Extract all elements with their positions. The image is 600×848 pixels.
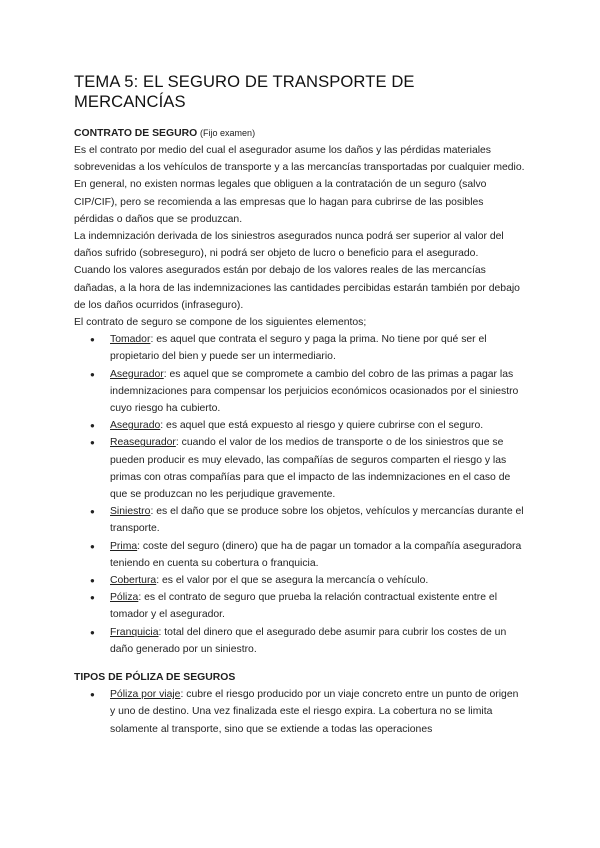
list-item-term: Reasegurador <box>110 437 176 449</box>
list-item-text: : coste del seguro (dinero) que ha de pagar un tomador a la compañía aseguradora teniendo en cuenta su cobertura o franquicia. <box>110 540 522 569</box>
policy-types-list <box>74 686 526 738</box>
list-item-text: : es el daño que se produce sobre los objetos, vehículos y mercancías durante el transporte. <box>110 506 524 535</box>
list-item-text: : es aquel que está expuesto al riesgo y quiere cubrirse con el seguro. <box>160 420 484 432</box>
section-heading-text: CONTRATO DE SEGURO <box>74 128 198 139</box>
list-item-text: : cubre el riesgo producido por un viaje concreto entre un punto de origen y uno de destino. Una vez finalizada este el riesgo expira. La cobertura no se limita solamente al transporte, sino que se extiende a todas las operaciones <box>110 689 519 735</box>
list-item <box>110 503 526 537</box>
elements-list <box>74 331 526 658</box>
list-item-term: Póliza <box>110 592 139 604</box>
list-item-term: Siniestro <box>110 506 151 518</box>
list-item <box>110 686 526 738</box>
list-item-text: : total del dinero que el asegurado debe asumir para cubrir los costes de un daño generado por un siniestro. <box>110 626 507 655</box>
section-heading-contrato <box>74 125 526 142</box>
list-item-text: : es aquel que contrata el seguro y paga la prima. No tiene por qué ser el propietario del bien y puede ser un intermediario. <box>110 334 487 363</box>
list-item <box>110 624 526 658</box>
list-item-term: Tomador <box>110 334 151 346</box>
list-item-term: Asegurado <box>110 420 161 432</box>
list-item <box>110 538 526 572</box>
list-item <box>110 331 526 365</box>
list-item-term: Póliza por viaje <box>110 689 181 701</box>
page-title: TEMA 5: EL SEGURO DE TRANSPORTE DE MERCANCÍAS <box>74 72 415 111</box>
section-heading-tipos: TIPOS DE PÓLIZA DE SEGUROS <box>74 672 236 684</box>
paragraph: La indemnización derivada de los siniestros asegurados nunca podrá ser superior al valor del daños sufrido (sobreseguro), ni podrá ser objeto de lucro o beneficio para el asegurado. <box>74 231 504 260</box>
list-item-term: Asegurador <box>110 368 164 380</box>
list-item-term: Prima <box>110 540 138 552</box>
list-item-text: : es el valor por el que se asegura la mercancía o vehículo. <box>156 575 429 587</box>
paragraph: En general, no existen normas legales que obliguen a la contratación de un seguro (salvo CIP/CIF), pero se recomienda a las empresas que lo hagan para cubrirse de las posibles pérdidas o daños que se produzcan. <box>74 179 487 225</box>
list-item-text: : es aquel que se compromete a cambio del cobro de las primas a pagar las indemnizaciones para compensar los perjuicios económicos ocasionados por el siniestro cuyo riesgo ha cubierto. <box>110 368 519 415</box>
paragraph: Cuando los valores asegurados están por debajo de los valores reales de las mercancías dañadas, a la hora de las indemnizaciones las cantidades percibidas estarán también por debajo de los daños ocurridos (infraseguro). <box>74 265 520 311</box>
list-item-text: : es el contrato de seguro que prueba la relación contractual existente entre el tomador y el asegurador. <box>110 592 498 621</box>
list-item <box>110 589 526 623</box>
list-item <box>110 572 526 589</box>
list-item-text: : cuando el valor de los medios de transporte o de los siniestros que se pueden producir es muy elevado, las compañías de seguros comparten el riesgo y las primas con otras compañías para que el impacto de las indemnizaciones en el caso de que se produzcan no les perjudique gravemente. <box>110 437 511 501</box>
section-heading-note: (Fijo examen) <box>200 128 256 138</box>
list-item-term: Franquicia <box>110 626 159 638</box>
list-item <box>110 434 526 503</box>
paragraph: El contrato de seguro se compone de los siguientes elementos; <box>74 317 367 329</box>
list-item <box>110 417 526 434</box>
list-item <box>110 366 526 418</box>
list-item-term: Cobertura <box>110 575 157 587</box>
paragraph: Es el contrato por medio del cual el asegurador asume los daños y las pérdidas materiales sobrevenidas a los vehículos de transporte y a las mercancías transportadas por cualquier medio. <box>74 145 525 174</box>
